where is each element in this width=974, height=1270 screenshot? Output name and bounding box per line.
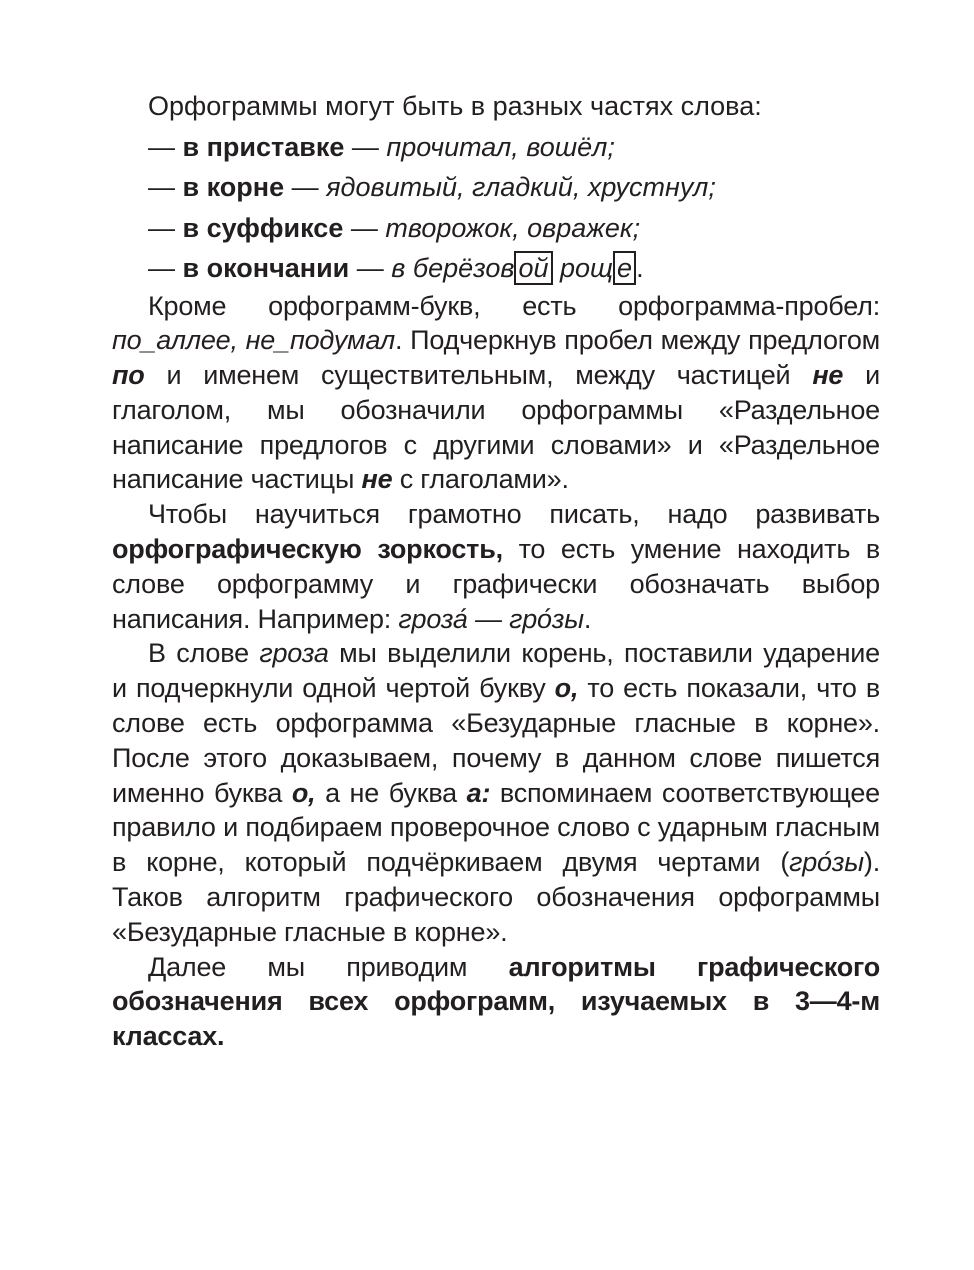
paragraph-vigilance: Чтобы научиться грамотно писать, надо развивать орфографическую зоркость, то есть умение находить в слове орфограмму и графически обозначать выбор написания. Например: гроза́ — гро́зы. — [112, 499, 880, 634]
item-example: творожок, овражек; — [385, 212, 641, 243]
item-label: в окончании — [182, 253, 350, 283]
intro-line: Орфограммы могут быть в разных частях слова: — [148, 91, 762, 121]
ending-box: е — [613, 251, 636, 285]
document-page — [112, 86, 880, 1054]
item-label: в корне — [182, 172, 285, 202]
item-suffix: — в суффиксе — творожок, овражек; — [148, 212, 641, 243]
item-example: ядовитый, гладкий, хрустнул; — [326, 172, 716, 202]
item-example: прочитал, вошёл; — [386, 131, 615, 162]
item-example: в берёзов — [391, 253, 515, 283]
paragraph-conclusion: Далее мы приводим алгоритмы графического обозначения всех орфограмм, изучаемых в 3—4-м классах. — [112, 951, 881, 1052]
item-label: в приставке — [182, 131, 345, 162]
item-prefix: — в приставке — прочитал, вошёл; — [148, 131, 615, 162]
item-label: в суффиксе — [182, 212, 344, 243]
paragraph-example: В слове гроза мы выделили корень, поставили ударение и подчеркнули одной чертой букву о, то есть показали, что в слове есть орфограмма «Безударные гласные в корне». После этого доказываем, почему в данном слове пишется именно буква о, а не буква а: вспоминаем соответствующее правило и подбираем проверочное слово с ударным гласным в корне, который подчёркиваем двумя чертами (гро́зы). Таков алгоритм графического обозначения орфограммы «Безударные гласные в корне». — [112, 638, 881, 947]
item-ending: — в окончании — в берёзов ой рощ е . — [148, 253, 644, 283]
ending-box: ой — [514, 251, 552, 285]
paragraph-space-spelling: Кроме орфограмм-букв, есть орфограмма-пробел: по_аллее, не_подумал. Подчеркнув пробел между предлогом по и именем существительным, между частицей не и глаголом, мы обозначили орфограммы «Раздельное написание предлогов с другими словами» и «Раздельное написание частицы не с глаголами». — [112, 290, 880, 495]
item-root: — в корне — ядовитый, гладкий, хрустнул; — [148, 172, 716, 202]
